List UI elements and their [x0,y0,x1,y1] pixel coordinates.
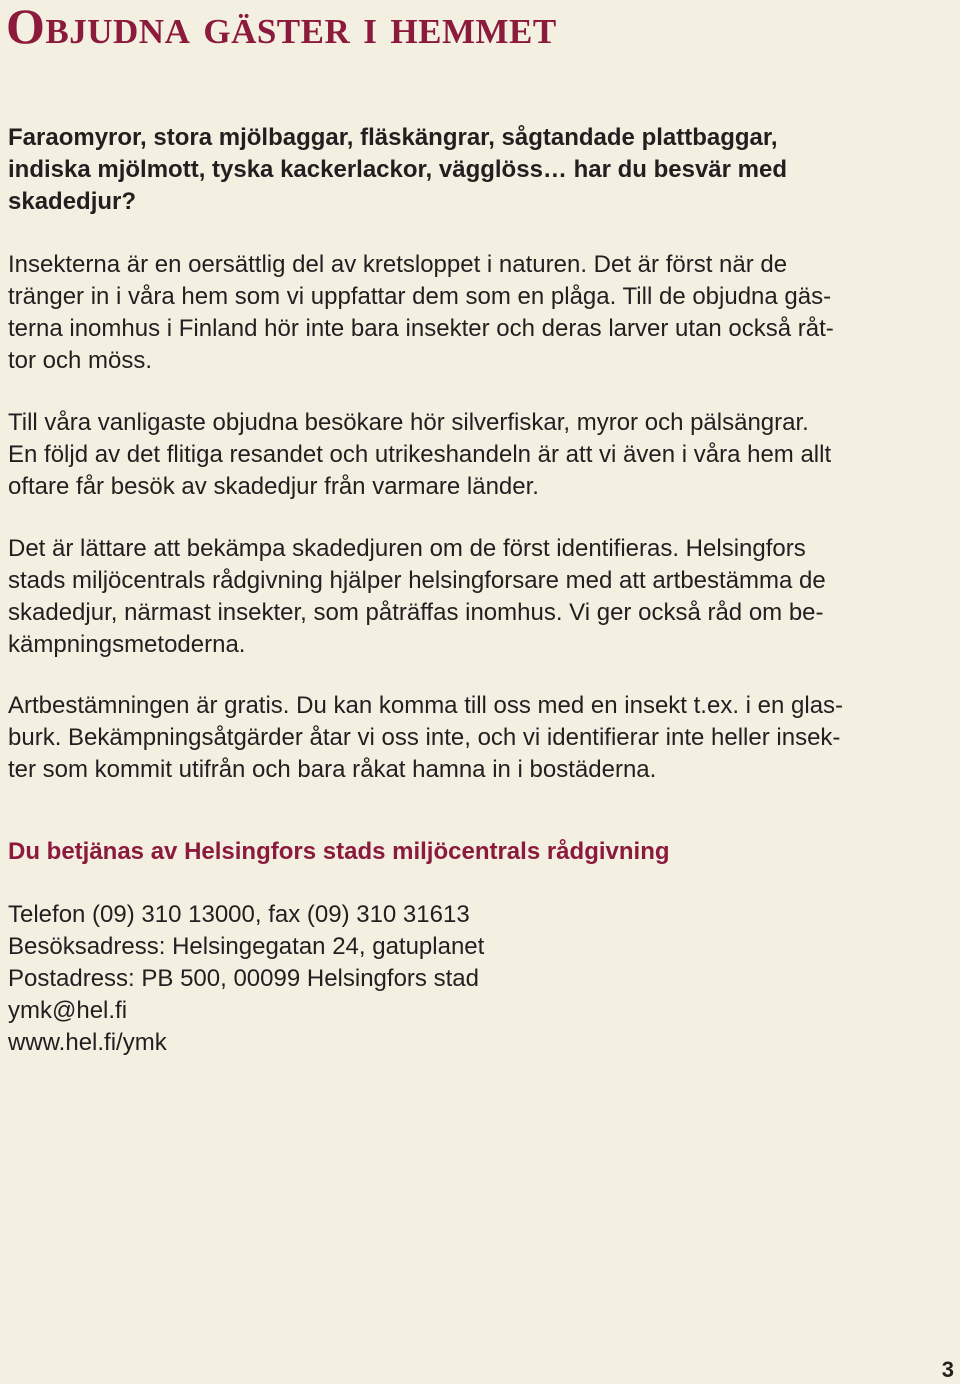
paragraph-line: tor och möss. [8,347,153,374]
paragraph-line: Insekterna är en oersättlig del av kretsloppet i naturen. Det är först när de [8,251,788,278]
paragraph-line: En följd av det flitiga resandet och utrikeshandeln är att vi även i våra hem allt [8,441,832,468]
paragraph-line: kämpningsmetoderna. [8,631,246,658]
paragraph-line: Det är lättare att bekämpa skadedjuren om de först identifieras. Helsingfors [8,535,806,562]
paragraph-line: Till våra vanligaste objudna besökare hör silverfiskar, myror och pälsängrar. [8,409,809,436]
page-number: 3 [941,1357,954,1382]
contact-visiting-address: Besöksadress: Helsingegatan 24, gatuplanet [8,933,485,960]
page-title: Objudna gäster i hemmet [6,0,557,54]
contact-website-link[interactable]: www.hel.fi/ymk [8,1029,167,1056]
service-heading: Du betjänas av Helsingfors stads miljöcentrals rådgivning [8,838,670,865]
contact-block [8,899,938,1059]
lead-line: Faraomyror, stora mjölbaggar, fläskängrar, sågtandade plattbaggar, [8,124,778,151]
lead-line: skadedjur? [8,188,137,215]
contact-email-link[interactable]: ymk@hel.fi [8,997,128,1024]
paragraph-line: burk. Bekämpningsåtgärder åtar vi oss inte, och vi identifierar inte heller insek- [8,724,841,751]
paragraph-line: skadedjur, närmast insekter, som påträffas inomhus. Vi ger också råd om be- [8,599,824,626]
paragraph-free-service [8,690,938,786]
paragraph-line: ter som kommit utifrån och bara råkat hamna in i bostäderna. [8,756,657,783]
contact-phone: Telefon (09) 310 13000, fax (09) 310 31613 [8,901,470,928]
paragraph-line: Artbestämningen är gratis. Du kan komma till oss med en insekt t.ex. i en glas- [8,692,844,719]
paragraph-insects-nature [8,249,938,377]
paragraph-common-visitors [8,407,938,503]
lead-line: indiska mjölmott, tyska kackerlackor, vägglöss… har du besvär med [8,156,787,183]
paragraph-line: tränger in i våra hem som vi uppfattar dem som en plåga. Till de objudna gäs- [8,283,832,310]
paragraph-line: oftare får besök av skadedjur från varmare länder. [8,473,539,500]
paragraph-line: stads miljöcentrals rådgivning hjälper helsingforsare med att artbestämma de [8,567,826,594]
paragraph-identification [8,533,938,661]
lead-paragraph [8,122,938,218]
contact-postal-address: Postadress: PB 500, 00099 Helsingfors stad [8,965,479,992]
paragraph-line: terna inomhus i Finland hör inte bara insekter och deras larver utan också råt- [8,315,834,342]
